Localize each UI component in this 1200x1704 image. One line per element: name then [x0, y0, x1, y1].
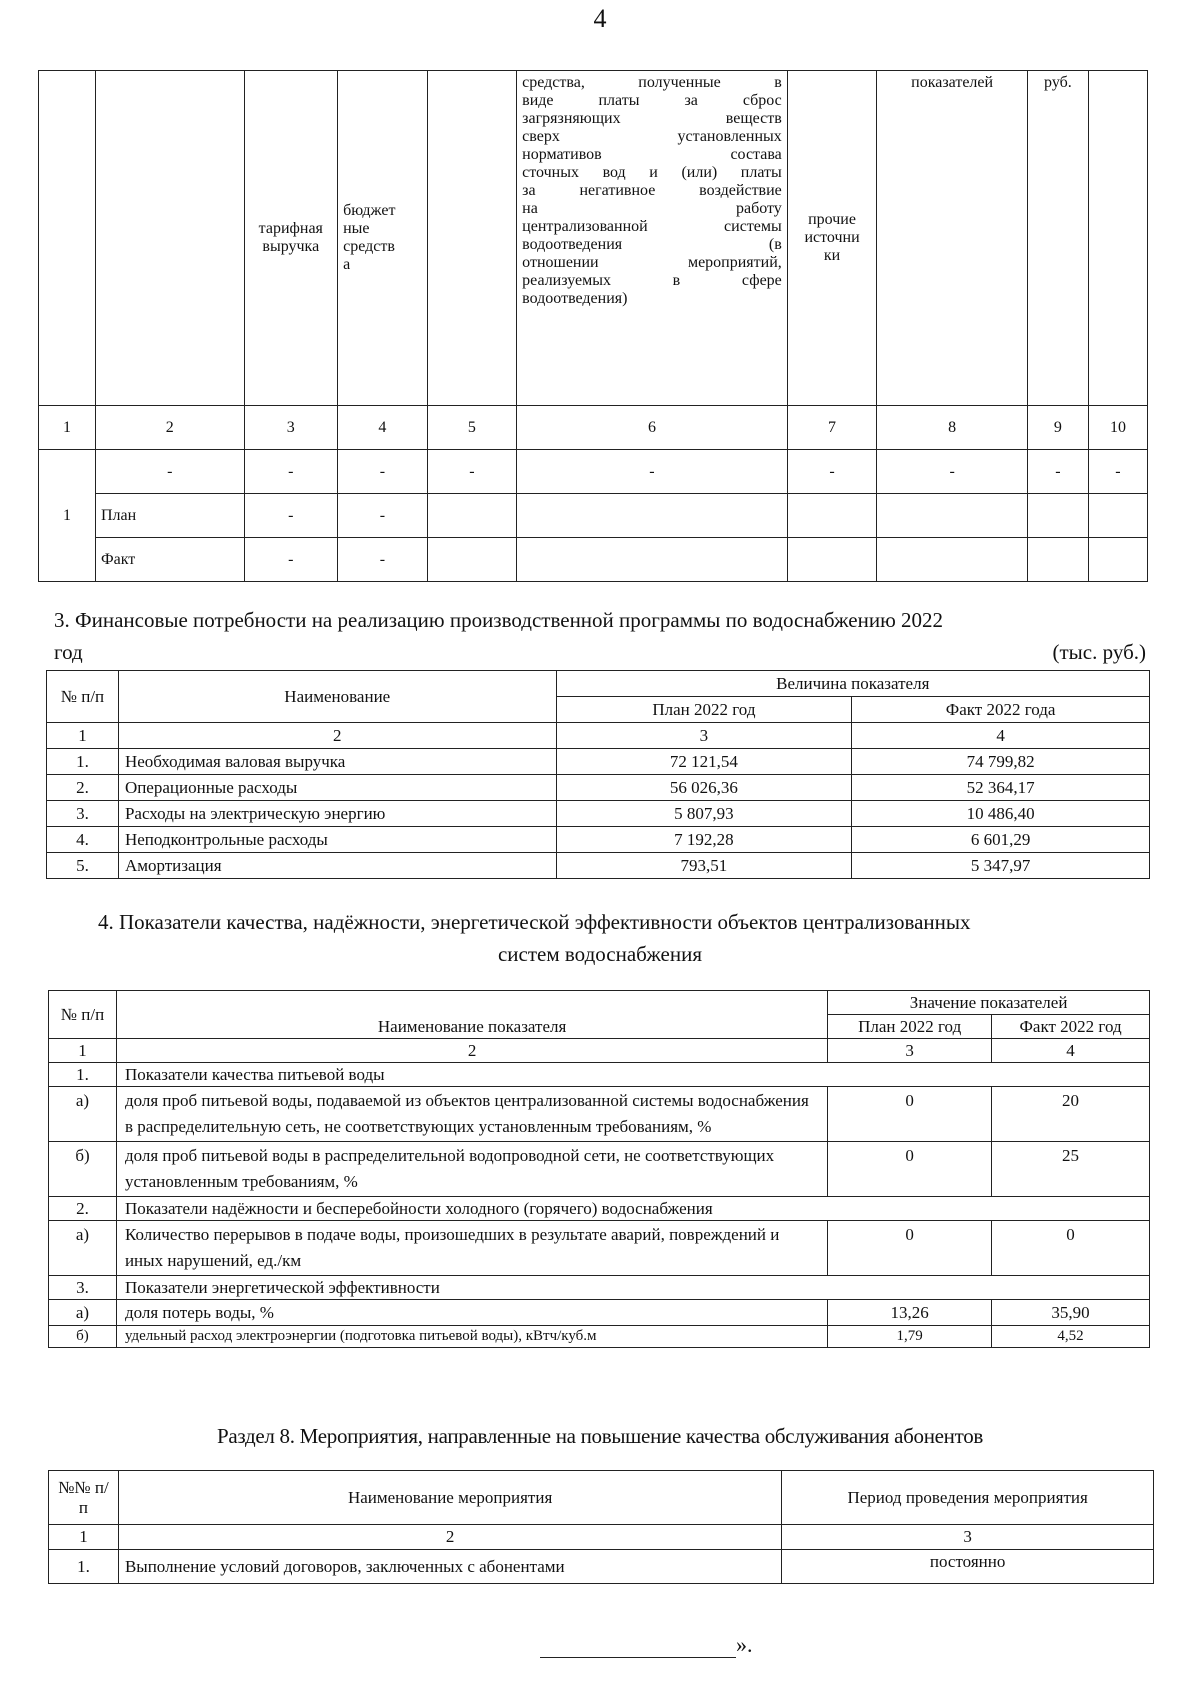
cell: - [787, 450, 877, 494]
cell [787, 538, 877, 582]
cell [877, 494, 1028, 538]
table-row [47, 853, 1150, 879]
header-value: Значение показателей [828, 991, 1150, 1015]
table-row [47, 775, 1150, 801]
cell [427, 538, 517, 582]
row-number: а) [49, 1221, 117, 1276]
header-line: бюджет [343, 202, 396, 219]
cell [1027, 494, 1088, 538]
cell: - [1027, 450, 1088, 494]
group-title: Показатели надёжности и бесперебойности холодного (горячего) водоснабжения [116, 1197, 1149, 1221]
cell: - [338, 538, 428, 582]
header-line: прочие [808, 211, 856, 228]
row-label-plan: План [95, 494, 244, 538]
column-number: 4 [852, 723, 1150, 749]
section4-title-cont: систем водоснабжения [497, 942, 703, 966]
header-name: Наименование мероприятия [118, 1471, 781, 1525]
financial-needs-table [46, 670, 1150, 879]
table-header-row [49, 991, 1150, 1015]
table-row [39, 494, 1148, 538]
row-fact: 35,90 [992, 1300, 1150, 1326]
cell [1027, 538, 1088, 582]
header-cell [1088, 71, 1147, 406]
table-row [49, 1087, 1150, 1142]
cell [517, 538, 788, 582]
row-name: доля проб питьевой воды в распределительной водопроводной сети, не соответствующих установленным требованиям, % [116, 1142, 827, 1197]
row-plan: 793,51 [556, 853, 852, 879]
header-budget-funds [338, 71, 428, 406]
column-number: 1 [47, 723, 119, 749]
section8-title: Раздел 8. Мероприятия, направленные на повышение качества обслуживания абонентов [216, 1424, 984, 1448]
header-other-sources [787, 71, 877, 406]
table-row [39, 450, 1148, 494]
header-line: отношении мероприятий, [522, 254, 782, 271]
column-number: 1 [49, 1525, 119, 1550]
header-fact: Факт 2022 года [852, 697, 1150, 723]
table-row [49, 1142, 1150, 1197]
column-number: 2 [118, 723, 556, 749]
quality-indicators-table [48, 990, 1150, 1348]
header-rub: руб. [1027, 71, 1088, 406]
cell: - [338, 494, 428, 538]
header-line: ные [343, 220, 370, 237]
column-number: 7 [787, 406, 877, 450]
cell: - [244, 494, 338, 538]
group-number: 2. [49, 1197, 117, 1221]
row-fact: 5 347,97 [852, 853, 1150, 879]
cell: - [877, 450, 1028, 494]
service-measures-table [48, 1470, 1154, 1584]
table-header-row [39, 71, 1148, 406]
cell [877, 538, 1028, 582]
row-number: 1. [49, 1550, 119, 1584]
cell: - [1088, 450, 1147, 494]
table-header-row [49, 1471, 1154, 1525]
cell [1088, 538, 1147, 582]
column-number: 10 [1088, 406, 1147, 450]
row-name: Расходы на электрическую энергию [118, 801, 556, 827]
table-row [49, 1550, 1154, 1584]
row-fact: 0 [992, 1221, 1150, 1276]
column-number: 2 [116, 1039, 827, 1063]
header-cell [427, 71, 517, 406]
column-number: 3 [782, 1525, 1154, 1550]
section3-title: 3. Финансовые потребности на реализацию производственной программы по водоснабжению 2022 [54, 608, 944, 632]
header-line: водоотведения (в [522, 236, 782, 253]
blank-line [540, 1657, 736, 1658]
row-number: 1. [47, 749, 119, 775]
table-row [49, 1300, 1150, 1326]
section4-title: 4. Показатели качества, надёжности, энергетической эффективности объектов централизованных [98, 910, 971, 934]
header-line: средств [343, 238, 395, 255]
row-name: Количество перерывов в подаче воды, произошедших в результате аварий, повреждений и иных нарушений, ед./км [116, 1221, 827, 1276]
row-number: а) [49, 1087, 117, 1142]
header-cell [39, 71, 96, 406]
header-line: загрязняющих веществ [522, 110, 782, 127]
row-plan: 72 121,54 [556, 749, 852, 775]
section3-unit: (тыс. руб.) [1052, 640, 1146, 664]
closing-mark [540, 1632, 753, 1658]
column-number: 1 [39, 406, 96, 450]
cell: - [244, 538, 338, 582]
header-cell [95, 71, 244, 406]
row-number: 2. [47, 775, 119, 801]
row-plan: 1,79 [828, 1326, 992, 1348]
header-tariff-revenue [244, 71, 338, 406]
row-fact: 52 364,17 [852, 775, 1150, 801]
row-number: а) [49, 1300, 117, 1326]
header-line: сточных вод и (или) платы [522, 164, 782, 181]
header-line: на работу [522, 200, 782, 217]
column-number: 5 [427, 406, 517, 450]
header-line: сверх установленных [522, 128, 782, 145]
header-fact: Факт 2022 год [992, 1015, 1150, 1039]
row-name: Необходимая валовая выручка [118, 749, 556, 775]
cell: - [244, 450, 338, 494]
header-line: реализуемых в сфере [522, 272, 782, 289]
row-plan: 0 [828, 1221, 992, 1276]
row-plan: 5 807,93 [556, 801, 852, 827]
group-row [49, 1276, 1150, 1300]
table-row [39, 538, 1148, 582]
table-row [47, 827, 1150, 853]
row-fact: 74 799,82 [852, 749, 1150, 775]
cell [1088, 494, 1147, 538]
cell: - [338, 450, 428, 494]
group-title: Показатели качества питьевой воды [116, 1063, 1149, 1087]
header-number: № п/п [49, 991, 117, 1039]
row-fact: 4,52 [992, 1326, 1150, 1348]
group-row [49, 1197, 1150, 1221]
group-title: Показатели энергетической эффективности [116, 1276, 1149, 1300]
group-row [49, 1063, 1150, 1087]
column-number: 3 [556, 723, 852, 749]
column-number-row [49, 1039, 1150, 1063]
header-name: Наименование показателя [116, 991, 827, 1039]
row-plan: 13,26 [828, 1300, 992, 1326]
column-number-row [47, 723, 1150, 749]
header-pollution-payments [517, 71, 788, 406]
cell [787, 494, 877, 538]
header-line: источни [804, 229, 860, 246]
header-plan: План 2022 год [556, 697, 852, 723]
header-period: Период проведения мероприятия [782, 1471, 1154, 1525]
row-plan: 56 026,36 [556, 775, 852, 801]
column-number: 1 [49, 1039, 117, 1063]
row-fact: 6 601,29 [852, 827, 1150, 853]
row-number: 1 [39, 450, 96, 582]
row-fact: 10 486,40 [852, 801, 1150, 827]
header-line: ки [823, 247, 841, 264]
header-indicators: показателей [877, 71, 1028, 406]
row-name: доля проб питьевой воды, подаваемой из объектов централизованной системы водоснабжения в распределительную сеть, не соответствующих установленным требованиям, % [116, 1087, 827, 1142]
table-header-row [47, 671, 1150, 697]
column-number: 3 [244, 406, 338, 450]
row-number: 3. [47, 801, 119, 827]
row-name: Операционные расходы [118, 775, 556, 801]
table-row [49, 1221, 1150, 1276]
row-plan: 0 [828, 1142, 992, 1197]
column-number: 8 [877, 406, 1028, 450]
column-number-row [49, 1525, 1154, 1550]
page-number: 4 [593, 4, 607, 33]
table-row [49, 1326, 1150, 1348]
header-line: средства, полученные в [522, 74, 782, 91]
header-value: Величина показателя [556, 671, 1149, 697]
cell: - [95, 450, 244, 494]
header-name: Наименование [118, 671, 556, 723]
header-line: виде платы за сброс [522, 92, 782, 109]
row-number: б) [49, 1326, 117, 1348]
row-name: доля потерь воды, % [116, 1300, 827, 1326]
row-name: Выполнение условий договоров, заключенных с абонентами [118, 1550, 781, 1584]
row-number: 4. [47, 827, 119, 853]
row-plan: 0 [828, 1087, 992, 1142]
cell: - [427, 450, 517, 494]
column-number: 2 [118, 1525, 781, 1550]
header-line: водоотведения) [522, 290, 628, 307]
column-number: 2 [95, 406, 244, 450]
row-name: Амортизация [118, 853, 556, 879]
header-plan: План 2022 год [828, 1015, 992, 1039]
column-number: 4 [992, 1039, 1150, 1063]
group-number: 1. [49, 1063, 117, 1087]
header-line: централизованной системы [522, 218, 782, 235]
header-number: №№ п/п [49, 1471, 119, 1525]
column-number: 9 [1027, 406, 1088, 450]
header-line: а [343, 256, 351, 273]
cell: - [517, 450, 788, 494]
row-fact: 25 [992, 1142, 1150, 1197]
column-number: 6 [517, 406, 788, 450]
row-number: б) [49, 1142, 117, 1197]
row-plan: 7 192,28 [556, 827, 852, 853]
row-period: постоянно [782, 1550, 1154, 1584]
section3-title-cont: год [54, 640, 83, 664]
table-row [47, 801, 1150, 827]
header-number: № п/п [47, 671, 119, 723]
table-row [47, 749, 1150, 775]
column-number: 4 [338, 406, 428, 450]
cell [427, 494, 517, 538]
cell [517, 494, 788, 538]
header-line: нормативов состава [522, 146, 782, 163]
closing-quote: ». [736, 1632, 753, 1657]
column-number-row [39, 406, 1148, 450]
investment-table [38, 70, 1148, 582]
row-name: удельный расход электроэнергии (подготовка питьевой воды), кВтч/куб.м [116, 1326, 827, 1348]
row-label-fact: Факт [95, 538, 244, 582]
row-name: Неподконтрольные расходы [118, 827, 556, 853]
row-fact: 20 [992, 1087, 1150, 1142]
header-line: тарифная [258, 220, 323, 237]
row-number: 5. [47, 853, 119, 879]
header-line: выручка [262, 238, 320, 255]
column-number: 3 [828, 1039, 992, 1063]
group-number: 3. [49, 1276, 117, 1300]
header-line: за негативное воздействие [522, 182, 782, 199]
